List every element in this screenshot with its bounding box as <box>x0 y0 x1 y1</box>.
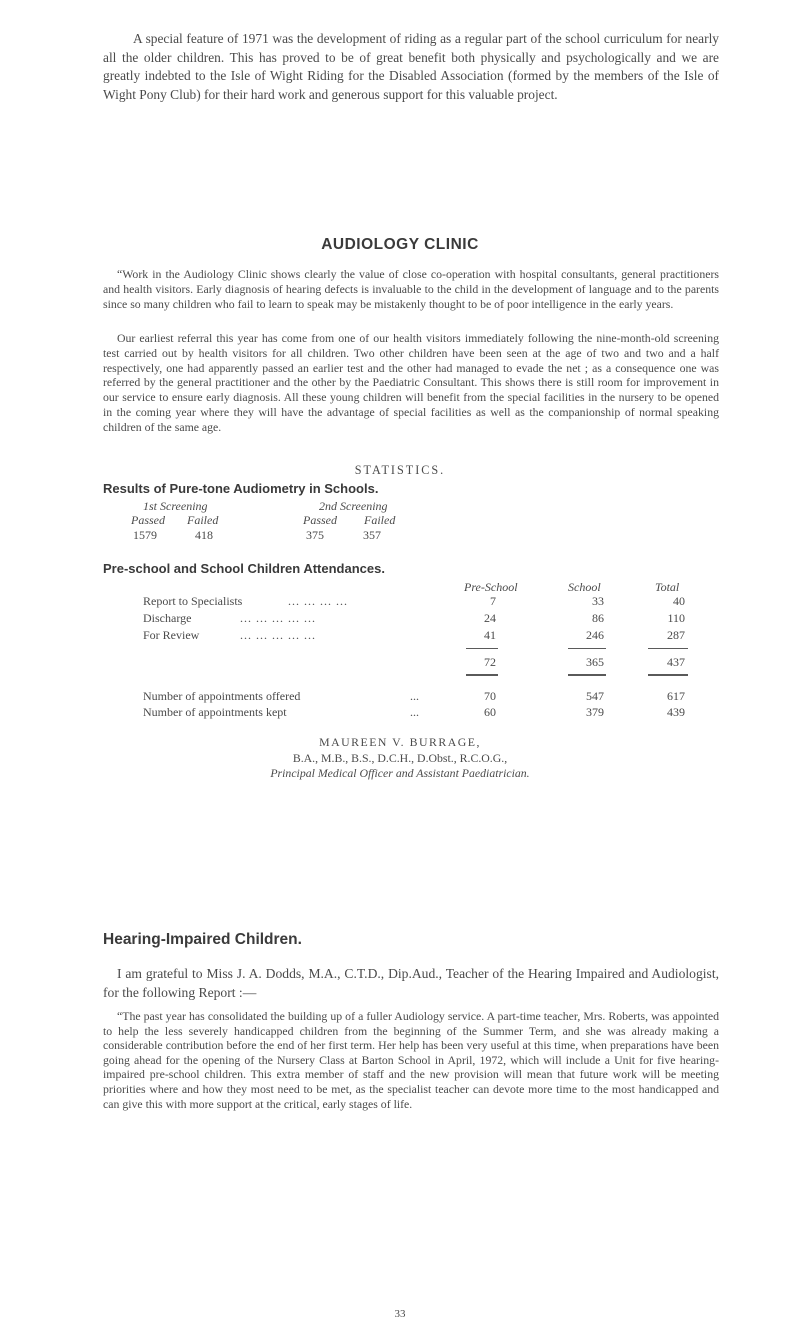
second-screening-label: 2nd Screening <box>319 499 388 513</box>
signature-title: Principal Medical Officer and Assistant Paediatrician. <box>270 766 530 780</box>
attendances-title: Pre-school and School Children Attendances. <box>103 561 385 576</box>
row-preschool: 41 <box>484 628 496 642</box>
row-school: 86 <box>592 611 604 625</box>
row-total: 110 <box>667 611 685 625</box>
first-screening-label: 1st Screening <box>143 499 208 513</box>
page-number: 33 <box>394 1308 406 1320</box>
row-total: 439 <box>667 705 685 719</box>
row-label: Report to Specialists <box>143 594 243 608</box>
hearing-intro: I am grateful to Miss J. A. Dodds, M.A., C.T.D., Dip.Aud., Teacher of the Hearing Impaired and Audiologist, for the following Report :— <box>103 966 719 1000</box>
first-passed-label: Passed <box>131 513 165 527</box>
second-failed-label: Failed <box>364 513 396 527</box>
row-preschool: 7 <box>490 594 496 608</box>
row-label: For Review <box>143 628 200 642</box>
col-preschool-header: Pre-School <box>464 580 518 594</box>
row-total: 287 <box>667 628 685 642</box>
subtotal-preschool: 72 <box>484 655 496 669</box>
row-label: Number of appointments offered <box>143 689 301 703</box>
riding-paragraph: A special feature of 1971 was the development of riding as a regular part of the school curriculum for nearly all the older children. This has proved to be of great benefit both physically and psychologically and we are greatly indebted to the Isle of Wight Riding for the Disabled Association (formed by the members of the Isle of Wight Pony Club) for their hard work and generous support for this valuable project. <box>103 31 719 102</box>
row-label: Discharge <box>143 611 192 625</box>
col-total-header: Total <box>655 580 680 594</box>
signature-name: MAUREEN V. BURRAGE, <box>319 735 481 749</box>
audiometry-title: Results of Pure-tone Audiometry in Schools. <box>103 481 379 496</box>
subtotal-rule-preschool <box>466 648 498 649</box>
audiology-paragraph-1: “Work in the Audiology Clinic shows clearly the value of close co-operation with hospital consultants, general practitioners and health visitors. Early diagnosis of hearing defects is invaluable to the child in the development of language and to the parents since so many children who fail to learn to speak may be mistakenly thought to be of poor intelligence in the early years. <box>103 267 719 311</box>
hearing-impaired-heading: Hearing-Impaired Children. <box>103 931 302 948</box>
audiology-paragraph-2: Our earliest referral this year has come from one of our health visitors immediately following the nine-month-old screening test carried out by health visitors for all children. Two other children have been seen at the age of two and two and a half respectively, one had apparently passed an earlier test and the other had managed to evade the net ; as a consequence one was referred by the general practitioner and the other by the Paediatric Consultant. This shows there is still room for improvement in our service to ensure early diagnosis. All these young children will benefit from the special facilities in the nursery to be opened in the coming year where they will have the advantage of special facilities as well as the companionship of normal speaking children of the same age. <box>103 331 719 434</box>
second-passed-value: 375 <box>306 528 324 542</box>
row-preschool: 70 <box>484 689 496 703</box>
signature-qualifications: B.A., M.B., B.S., D.C.H., D.Obst., R.C.O.G., <box>292 751 508 765</box>
first-failed-label: Failed <box>187 513 219 527</box>
row-school: 379 <box>586 705 604 719</box>
first-failed-value: 418 <box>195 528 213 542</box>
row-total: 40 <box>673 594 685 608</box>
row-total: 617 <box>667 689 685 703</box>
row-preschool: 60 <box>484 705 496 719</box>
subtotal-rule-school <box>568 648 606 649</box>
row-leader: ... ... ... ... ... <box>240 628 316 642</box>
statistics-heading: STATISTICS. <box>354 463 446 477</box>
second-passed-label: Passed <box>303 513 337 527</box>
audiology-heading: AUDIOLOGY CLINIC <box>321 236 479 253</box>
row-school: 246 <box>586 628 604 642</box>
row-label: Number of appointments kept <box>143 705 287 719</box>
subtotal-total: 437 <box>667 655 685 669</box>
double-rule-total <box>648 674 688 676</box>
row-school: 33 <box>592 594 604 608</box>
row-leader: ... ... ... ... ... <box>240 611 316 625</box>
col-school-header: School <box>568 580 601 594</box>
double-rule-school <box>568 674 606 676</box>
row-leader: ... ... ... ... <box>288 594 348 608</box>
hearing-report-quote: “The past year has consolidated the building up of a fuller Audiology service. A part-time teacher, Mrs. Roberts, was appointed to help the less severely handicapped children from the beginning of the Summer Term, and she was already making a considerable contribution before the end of her first term. Her help has been very useful at this time, when preparations have been going ahead for the opening of the Nursery Class at Barton School in April, 1972, which will include a Unit for five hearing-impaired pre-school children. This extra member of staff and the new provision will mean that future work will be meeting priorities where and how they most need to be met, as the specialist teacher can devote more time to the most handicapped and can give this with more support at the critical, early stages of life. <box>103 1009 719 1111</box>
double-rule-preschool <box>466 674 498 676</box>
first-passed-value: 1579 <box>133 528 157 542</box>
second-failed-value: 357 <box>363 528 381 542</box>
row-leader: ... <box>410 689 419 703</box>
subtotal-school: 365 <box>586 655 604 669</box>
row-preschool: 24 <box>484 611 496 625</box>
row-school: 547 <box>586 689 604 703</box>
row-leader: ... <box>410 705 419 719</box>
subtotal-rule-total <box>648 648 688 649</box>
